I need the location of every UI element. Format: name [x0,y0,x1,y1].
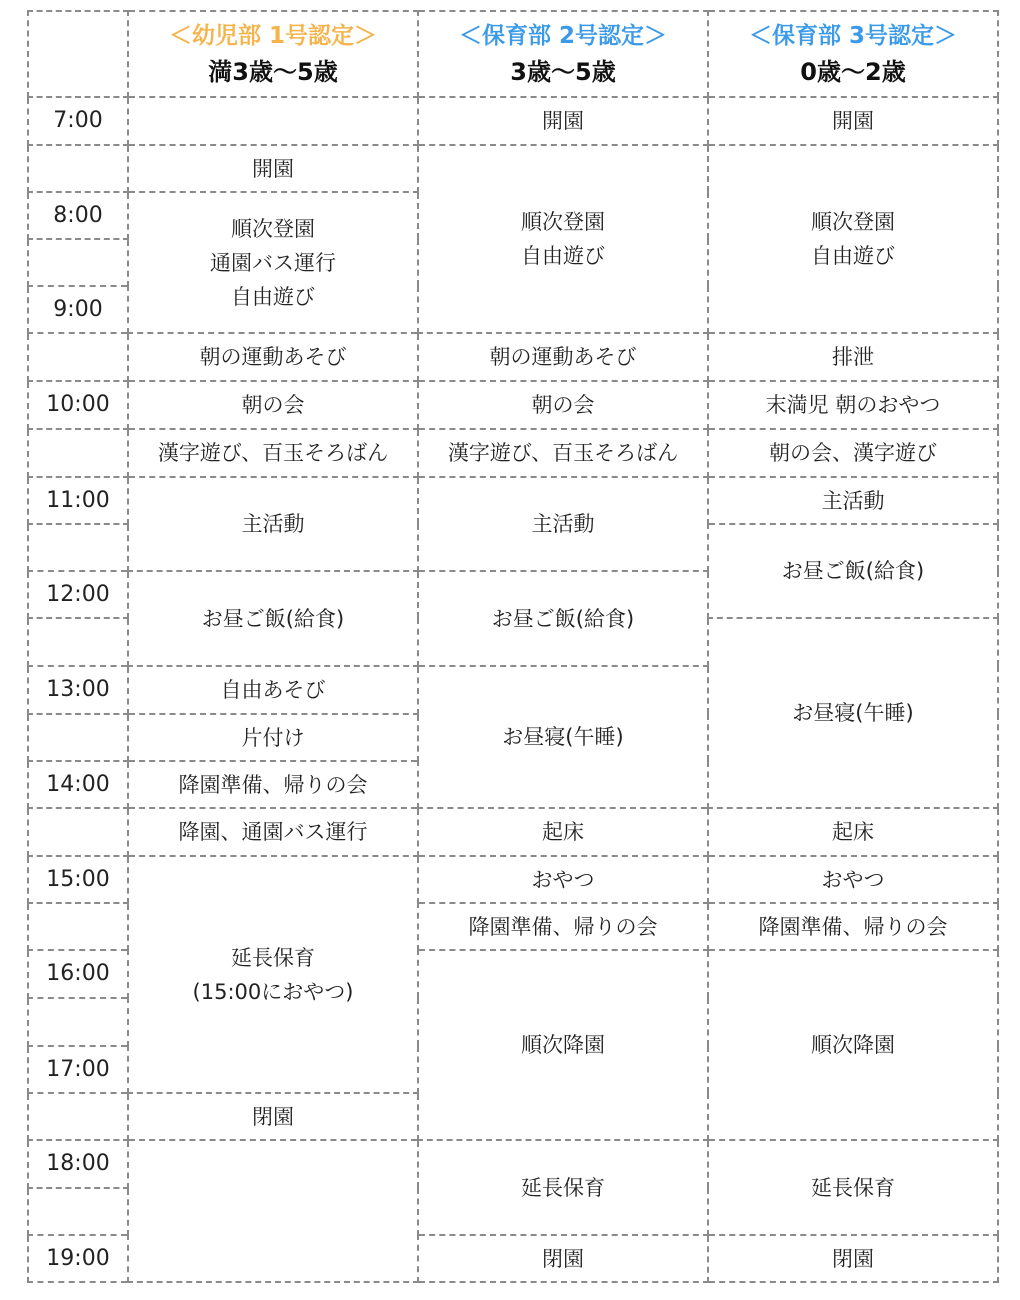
time-label-empty [28,618,128,666]
time-label-empty [28,1188,128,1235]
nursery3-meeting-kanji-cell: 朝の会、漢字遊び [708,429,998,477]
nursery2-morning-meeting-cell: 朝の会 [418,381,708,429]
time-label: 16:00 [28,950,128,998]
time-label-empty [28,239,128,286]
nursery3-toilet-cell: 排泄 [708,333,998,381]
header-row [28,11,998,97]
kindergarten-age: 満3歳〜5歳 [208,58,338,86]
nursery3-arrival-cell [708,145,998,333]
nursery2-departure-cell: 順次降園 [418,950,708,1140]
header-nursery2 [418,11,708,97]
time-label: 7:00 [28,97,128,145]
kindergarten-going-home-cell: 降園、通園バス運行 [128,808,418,856]
kindergarten-open-cell: 開園 [128,145,418,192]
time-label-empty [28,998,128,1046]
nursery3-nap-cell: お昼寝(午睡) [708,618,998,808]
table-row [28,856,998,903]
nursery3-arrival-line: 順次登園 [811,210,895,234]
time-label: 8:00 [28,192,128,239]
time-label: 18:00 [28,1140,128,1188]
nursery2-morning-exercise-cell: 朝の運動あそび [418,333,708,381]
time-label: 10:00 [28,381,128,429]
table-row [28,97,998,145]
table-row [28,429,998,477]
nursery2-nap-cell: お昼寝(午睡) [418,666,708,808]
kindergarten-arrival-line: 自由遊び [231,284,315,309]
nursery3-lunch-cell: お昼ご飯(給食) [708,524,998,618]
nursery2-wake-cell: 起床 [418,808,708,856]
nursery3-main-activity-cell: 主活動 [708,477,998,524]
time-label-empty [28,145,128,192]
nursery3-age: 0歳〜2歳 [800,58,906,86]
time-label-empty [28,1093,128,1140]
time-label-empty [28,714,128,761]
nursery2-kanji-cell: 漢字遊び、百玉そろばん [418,429,708,477]
nursery3-close-cell: 閉園 [708,1235,998,1282]
table-row [28,381,998,429]
kindergarten-morning-meeting-cell: 朝の会 [128,381,418,429]
kindergarten-arrival-line: 通園バス運行 [210,250,336,275]
nursery2-main-activity-cell: 主活動 [418,477,708,571]
table-row [28,333,998,381]
kindergarten-arrival-cell [128,192,418,333]
time-label-empty [28,333,128,381]
time-label: 14:00 [28,761,128,808]
nursery2-arrival-line: 順次登園 [521,210,605,234]
nursery3-arrival-line: 自由遊び [811,244,895,268]
nursery3-wake-cell: 起床 [708,808,998,856]
kindergarten-kanji-cell: 漢字遊び、百玉そろばん [128,429,418,477]
kindergarten-blank-cell [128,97,418,145]
kindergarten-blank-cell [128,1140,418,1282]
kindergarten-cleanup-cell: 片付け [128,714,418,761]
nursery3-snack-cell: おやつ [708,856,998,903]
time-label-empty [28,903,128,950]
time-label: 9:00 [28,286,128,333]
nursery3-open-cell: 開園 [708,97,998,145]
time-label: 17:00 [28,1046,128,1093]
daily-schedule-table [27,10,999,1283]
nursery2-going-home-prep-cell: 降園準備、帰りの会 [418,903,708,950]
kindergarten-free-play-cell: 自由あそび [128,666,418,714]
nursery3-extended-care-cell: 延長保育 [708,1140,998,1235]
time-label-empty [28,429,128,477]
time-label-empty [28,524,128,571]
table-row [28,477,998,524]
kindergarten-extended-care-line: 延長保育 [231,945,315,970]
kindergarten-extended-care-cell [128,856,418,1093]
nursery2-lunch-cell: お昼ご飯(給食) [418,571,708,666]
nursery3-departure-cell: 順次降園 [708,950,998,1140]
kindergarten-morning-exercise-cell: 朝の運動あそび [128,333,418,381]
kindergarten-lunch-cell: お昼ご飯(給食) [128,571,418,666]
time-label: 12:00 [28,571,128,618]
nursery2-title: ＜保育部 2号認定＞ [458,23,667,49]
kindergarten-main-activity-cell: 主活動 [128,477,418,571]
time-label: 19:00 [28,1235,128,1282]
nursery2-arrival-cell [418,145,708,333]
time-label: 11:00 [28,477,128,524]
nursery3-morning-snack-cell: 末満児 朝のおやつ [708,381,998,429]
table-row [28,1140,998,1188]
nursery3-going-home-prep-cell: 降園準備、帰りの会 [708,903,998,950]
kindergarten-going-home-prep-cell: 降園準備、帰りの会 [128,761,418,808]
nursery2-close-cell: 閉園 [418,1235,708,1282]
nursery2-arrival-line: 自由遊び [521,244,605,268]
kindergarten-arrival-line: 順次登園 [231,216,315,241]
header-kindergarten [128,11,418,97]
header-nursery3 [708,11,998,97]
table-row [28,808,998,856]
nursery2-age: 3歳〜5歳 [510,58,616,86]
kindergarten-title: ＜幼児部 1号認定＞ [168,23,377,49]
kindergarten-extended-care-line: (15:00におやつ) [192,979,354,1004]
kindergarten-close-cell: 閉園 [128,1093,418,1140]
time-label: 13:00 [28,666,128,714]
nursery2-extended-care-cell: 延長保育 [418,1140,708,1235]
header-time-cell [28,11,128,97]
nursery2-open-cell: 開園 [418,97,708,145]
nursery3-title: ＜保育部 3号認定＞ [748,23,957,49]
nursery2-snack-cell: おやつ [418,856,708,903]
table-row [28,145,998,192]
time-label: 15:00 [28,856,128,903]
time-label-empty [28,808,128,856]
